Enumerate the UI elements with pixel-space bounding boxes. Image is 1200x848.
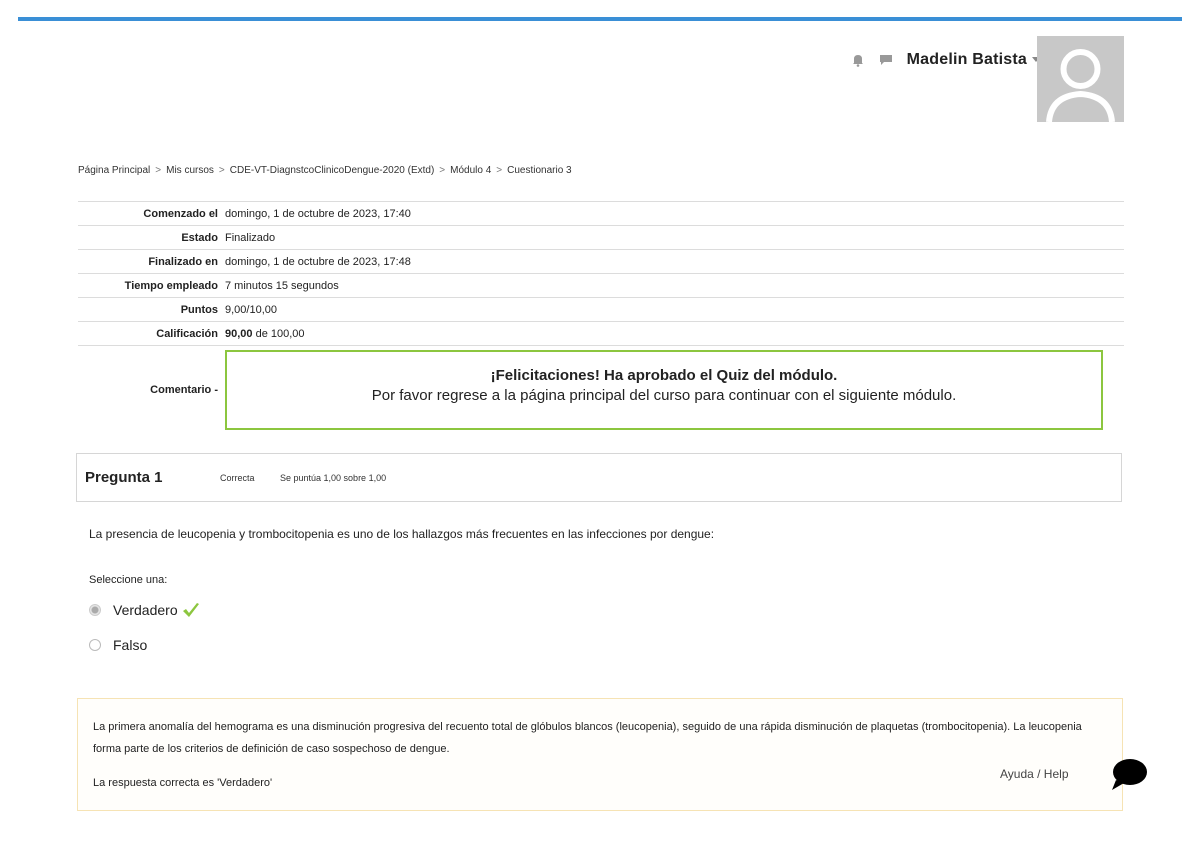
summary-label: Tiempo empleado [78,274,225,298]
summary-value [225,322,1124,346]
right-answer: La respuesta correcta es 'Verdadero' [93,777,273,789]
question-feedback-box [77,698,1123,811]
question-info-bar [76,453,1122,502]
message-icon[interactable] [879,53,893,67]
breadcrumb-separator-icon: > [496,165,503,176]
grade-total: de 100,00 [252,327,305,340]
question-number: Pregunta 1 [85,469,163,486]
feedback-title: ¡Felicitaciones! Ha aprobado el Quiz del módulo. [490,367,838,384]
summary-row-marks [78,298,1124,322]
summary-value: domingo, 1 de octubre de 2023, 17:40 [225,202,1124,226]
question-text: La presencia de leucopenia y trombocitopenia es uno de los hallazgos más frecuentes en las infecciones por dengue: [89,527,715,541]
breadcrumb-separator-icon: > [439,165,446,176]
general-feedback: La primera anomalía del hemograma es una disminución progresiva del recuento total de glóbulos blancos (leucopenia), seguido de una rápida disminución de plaquetas (trombocitopenia). La leucopenia forma parte de los criterios de definición de caso sospechoso de dengue. [93,721,1082,755]
answer-option-true[interactable] [89,602,200,618]
user-menu-toggle[interactable] [907,51,1040,69]
summary-row-completed [78,250,1124,274]
breadcrumb [78,165,572,176]
summary-label: Estado [78,226,225,250]
breadcrumb-item-my-courses[interactable]: Mis cursos [166,165,214,176]
grade-value: 90,00 [225,327,253,340]
radio-button-checked[interactable] [89,604,101,616]
question-grade: Se puntúa 1,00 sobre 1,00 [280,472,387,483]
radio-button[interactable] [89,639,101,651]
answer-prompt: Seleccione una: [89,574,168,586]
summary-value: 7 minutos 15 segundos [225,274,1124,298]
summary-row-state [78,226,1124,250]
answer-label: Verdadero [113,602,178,618]
breadcrumb-separator-icon: > [155,165,162,176]
summary-label: Finalizado en [78,250,225,274]
summary-row-feedback [78,346,1124,435]
summary-label: Comenzado el [78,202,225,226]
user-name: Madelin Batista [906,51,1027,68]
summary-value: 9,00/10,00 [225,298,1124,322]
summary-label: Comentario - [150,384,218,396]
attempt-summary-table [78,201,1124,434]
checkmark-icon [182,602,200,618]
summary-label: Calificación [78,322,225,346]
breadcrumb-item-quiz[interactable]: Cuestionario 3 [507,165,572,176]
chat-bubble-icon[interactable] [1110,758,1148,797]
feedback-box [225,350,1103,430]
summary-row-grade [78,322,1124,346]
answer-label: Falso [113,637,148,653]
top-accent-bar [18,17,1182,21]
summary-value: domingo, 1 de octubre de 2023, 17:48 [225,250,1124,274]
breadcrumb-item-course[interactable]: CDE-VT-DiagnstcoClinicoDengue-2020 (Extd) [229,165,435,176]
summary-value: Finalizado [225,226,1124,250]
summary-row-time-taken [78,274,1124,298]
help-link[interactable]: Ayuda / Help [1000,767,1069,781]
breadcrumb-item-module[interactable]: Módulo 4 [450,165,492,176]
feedback-text: Por favor regrese a la página principal del curso para continuar con el siguiente módulo. [371,387,957,404]
summary-row-started [78,202,1124,226]
user-menu [851,50,1040,70]
avatar[interactable] [1037,36,1124,122]
breadcrumb-separator-icon: > [218,165,225,176]
bell-icon[interactable] [851,53,865,67]
question-state: Correcta [220,472,255,483]
summary-label: Puntos [78,298,225,322]
breadcrumb-item-home[interactable]: Página Principal [78,165,151,176]
answer-option-false[interactable] [89,637,147,653]
